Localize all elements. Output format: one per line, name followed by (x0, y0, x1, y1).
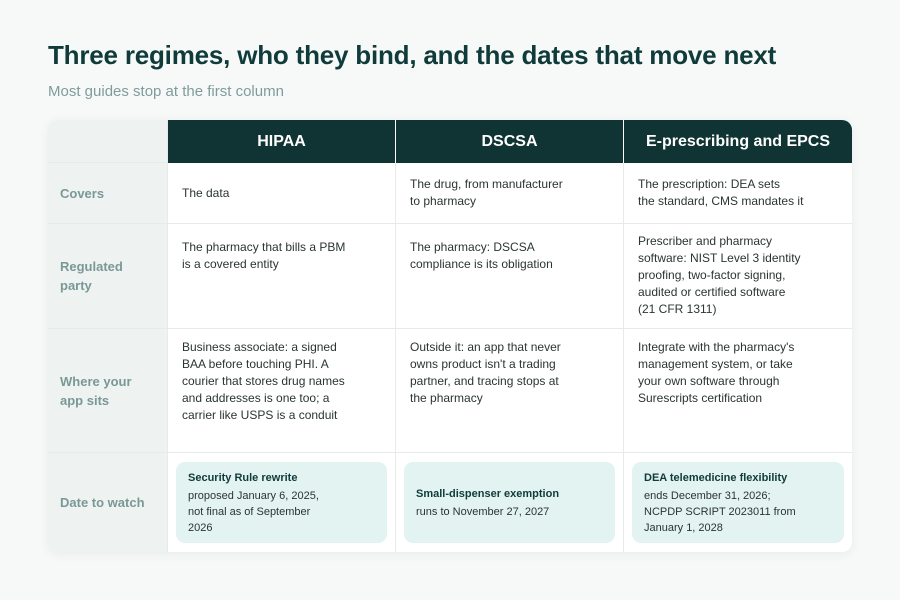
cell-text: Integrate with the pharmacy's management system, or take your own software through Surescripts certification (638, 340, 795, 405)
table-corner (48, 120, 168, 163)
date-callout (632, 462, 844, 543)
date-callout-body: proposed January 6, 2025, not final as of September 2026 (188, 489, 319, 534)
date-callout-title: DEA telemedicine flexibility (644, 471, 788, 484)
date-callout (176, 462, 387, 543)
column-header-dscsa: DSCSA (396, 120, 624, 163)
date-callout (404, 462, 615, 543)
cell-text: The pharmacy that bills a PBM is a covered entity (182, 240, 346, 271)
table-cell (624, 224, 852, 329)
table-cell (624, 329, 852, 453)
cell-text: Prescriber and pharmacy software: NIST Level 3 identity proofing, two-factor signing, audited or certified software (21 CFR 1311) (638, 234, 801, 316)
cell-text: The data (182, 185, 230, 200)
comparison-table (48, 120, 852, 552)
cell-text: The prescription: DEA sets the standard, CMS mandates it (638, 177, 804, 208)
cell-text: The drug, from manufacturer to pharmacy (410, 177, 563, 208)
row-header-regulated-party: Regulated party (48, 224, 168, 329)
table-cell (624, 453, 852, 552)
table-cell (396, 329, 624, 453)
table-cell (168, 224, 396, 329)
table-cell (396, 224, 624, 329)
table-cell (396, 453, 624, 552)
table-cell (396, 163, 624, 224)
date-callout-body: runs to November 27, 2027 (416, 505, 550, 518)
table-cell (168, 453, 396, 552)
page-subtitle: Most guides stop at the first column (48, 83, 284, 100)
date-callout-title: Small-dispenser exemption (416, 487, 560, 500)
table-cell (168, 329, 396, 453)
page-title: Three regimes, who they bind, and the dates that move next (48, 40, 777, 70)
row-header-covers: Covers (48, 163, 168, 224)
row-header-date-to-watch: Date to watch (48, 453, 168, 552)
cell-text: Business associate: a signed BAA before touching PHI. A courier that stores drug names and addresses is one too; a carrier like USPS is a conduit (182, 340, 345, 422)
cell-text: The pharmacy: DSCSA compliance is its obligation (410, 240, 553, 271)
cell-text: Outside it: an app that never owns product isn't a trading partner, and tracing stops at the pharmacy (410, 340, 561, 405)
column-header-eprescribing: E-prescribing and EPCS (624, 120, 852, 163)
table-cell (624, 163, 852, 224)
column-header-hipaa: HIPAA (168, 120, 396, 163)
row-header-where-your-app-sits: Where your app sits (48, 329, 168, 453)
table-cell (168, 163, 396, 224)
date-callout-body: ends December 31, 2026; NCPDP SCRIPT 2023011 from January 1, 2028 (644, 489, 796, 534)
date-callout-title: Security Rule rewrite (188, 471, 298, 484)
